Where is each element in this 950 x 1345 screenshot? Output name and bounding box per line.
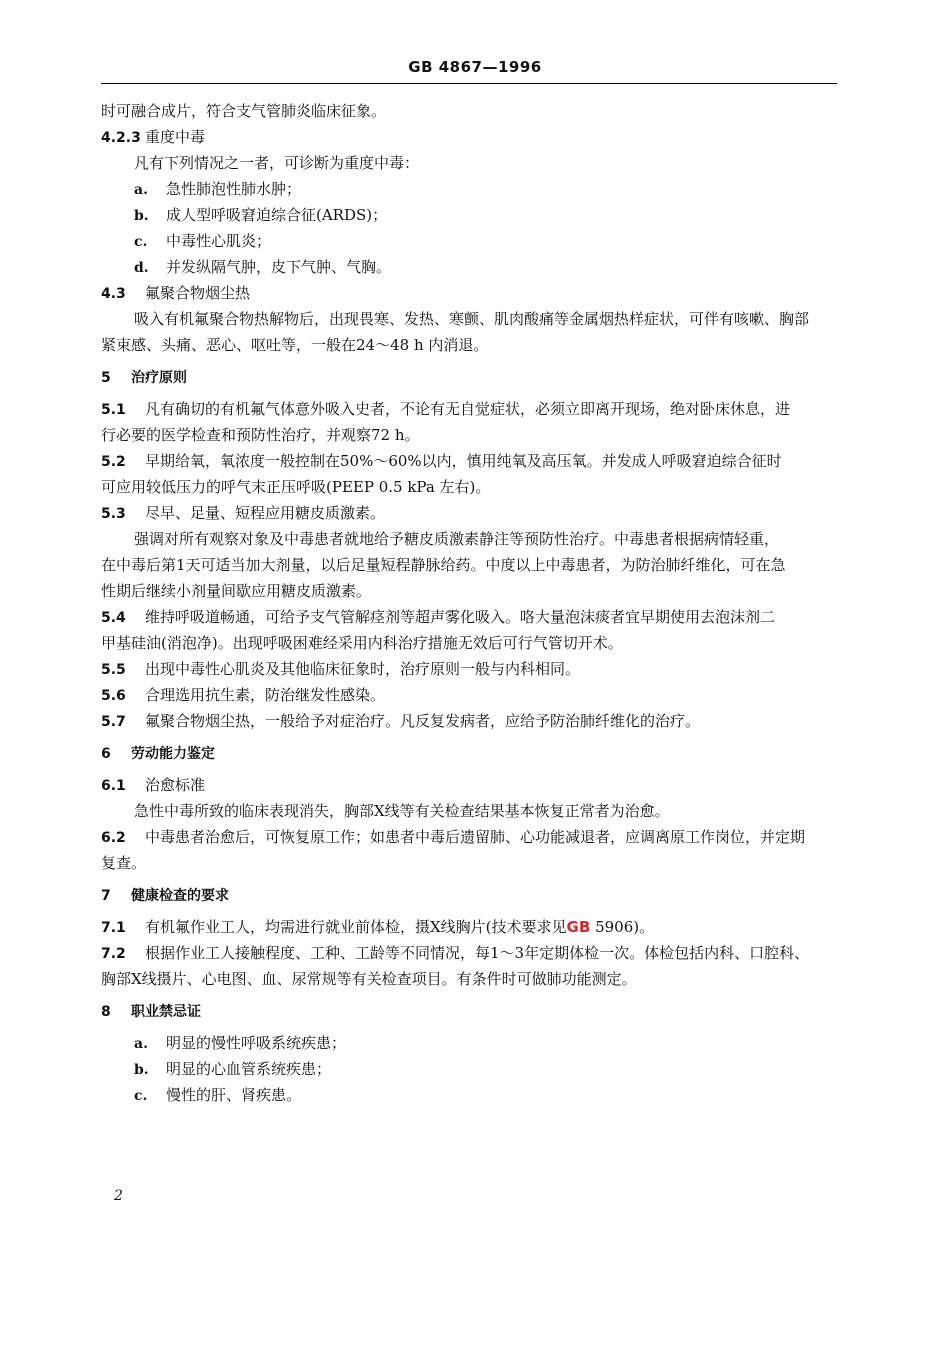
list-item bbox=[101, 254, 837, 280]
list-marker: b. bbox=[134, 1062, 149, 1078]
paragraph-line: 强调对所有观察对象及中毒患者就地给予糖皮质激素静注等预防性治疗。中毒患者根据病情轻重， bbox=[134, 530, 780, 548]
clause-text: 合理选用抗生素，防治继发性感染。 bbox=[145, 686, 386, 704]
list-item-text: 明显的心血管系统疾患； bbox=[166, 1060, 332, 1078]
section-8-heading bbox=[101, 998, 837, 1024]
clause-number: 5.1 bbox=[101, 402, 126, 418]
list-marker: d. bbox=[134, 260, 149, 276]
section-title: 重度中毒 bbox=[145, 128, 206, 146]
paragraph-line: 可应用较低压力的呼气末正压呼吸(PEEP 0.5 kPa 左右)。 bbox=[101, 478, 491, 496]
paragraph-line: 时可融合成片，符合支气管肺炎临床征象。 bbox=[101, 102, 387, 120]
clause-text: 维持呼吸道畅通，可给予支气管解痉剂等超声雾化吸入。咯大量泡沫痰者宜早期使用去泡沫剂二 bbox=[145, 608, 776, 626]
list-item bbox=[101, 176, 837, 202]
list-item bbox=[101, 202, 837, 228]
clause-5-5 bbox=[101, 656, 837, 682]
clause-number: 5.6 bbox=[101, 688, 126, 704]
clause-number: 5.3 bbox=[101, 506, 126, 522]
section-number: 5 bbox=[101, 370, 111, 386]
list-marker: c. bbox=[134, 1088, 148, 1104]
section-5-heading bbox=[101, 364, 837, 390]
section-title: 氟聚合物烟尘热 bbox=[145, 284, 251, 302]
paragraph-line: 行必要的医学检查和预防性治疗，并观察72 h。 bbox=[101, 426, 420, 444]
paragraph-line: 紧束感、头痛、恶心、呕吐等，一般在24～48 h 内消退。 bbox=[101, 336, 489, 354]
clause-text: 早期给氧，氧浓度一般控制在50%～60%以内，慎用纯氧及高压氧。并发成人呼吸窘迫综合征时 bbox=[145, 452, 782, 470]
section-title: 治疗原则 bbox=[131, 370, 187, 386]
paragraph-line: 凡有下列情况之一者，可诊断为重度中毒： bbox=[134, 154, 420, 172]
clause-5-2 bbox=[101, 448, 837, 474]
list-item bbox=[101, 1082, 837, 1108]
clause-number: 5.2 bbox=[101, 454, 126, 470]
clause-text: 治愈标准 bbox=[145, 776, 206, 794]
section-title: 职业禁忌证 bbox=[131, 1004, 201, 1020]
clause-text: 氟聚合物烟尘热，一般给予对症治疗。凡反复发病者，应给予防治肺纤维化的治疗。 bbox=[145, 712, 701, 730]
page-header: GB 4867—1996 bbox=[408, 58, 542, 76]
paragraph-line: 吸入有机氟聚合物热解物后，出现畏寒、发热、寒颤、肌肉酸痛等金属烟热样症状，可伴有咳嗽、胸部 bbox=[134, 310, 810, 328]
section-number: 7 bbox=[101, 888, 111, 904]
paragraph-line: 复查。 bbox=[101, 854, 147, 872]
clause-number: 7.2 bbox=[101, 946, 126, 962]
section-number: 4.2.3 bbox=[101, 130, 141, 146]
section-number: 6 bbox=[101, 746, 111, 762]
clause-number: 5.4 bbox=[101, 610, 126, 626]
paragraph-line: 胸部X线摄片、心电图、血、尿常规等有关检查项目。有条件时可做肺功能测定。 bbox=[101, 970, 637, 988]
paragraph-line: 在中毒后第1天可适当加大剂量，以后足量短程静脉给药。中度以上中毒患者，为防治肺纤维化，可在急 bbox=[101, 556, 786, 574]
clause-text: 根据作业工人接触程度、工种、工龄等不同情况，每1～3年定期体检一次。体检包括内科、口腔科、 bbox=[145, 944, 810, 962]
clause-text: 出现中毒性心肌炎及其他临床征象时，治疗原则一般与内科相同。 bbox=[145, 660, 581, 678]
subsection-4-3 bbox=[101, 280, 837, 306]
list-item-text: 明显的慢性呼吸系统疾患； bbox=[166, 1034, 347, 1052]
list-item-text: 中毒性心肌炎； bbox=[166, 232, 272, 250]
list-marker: a. bbox=[134, 1036, 148, 1052]
clause-text: 尽早、足量、短程应用糖皮质激素。 bbox=[145, 504, 386, 522]
list-marker: b. bbox=[134, 208, 149, 224]
gb-standard-link[interactable]: GB bbox=[566, 918, 591, 936]
list-item-text: 急性肺泡性肺水肿； bbox=[166, 180, 302, 198]
subsection-4-2-3 bbox=[101, 124, 837, 150]
section-6-heading bbox=[101, 740, 837, 766]
clause-number: 7.1 bbox=[101, 920, 126, 936]
clause-text: 凡有确切的有机氟气体意外吸入史者，不论有无自觉症状，必须立即离开现场，绝对卧床休息，进 bbox=[145, 400, 791, 418]
clause-number: 6.1 bbox=[101, 778, 126, 794]
section-7-heading bbox=[101, 882, 837, 908]
clause-text: 有机氟作业工人，均需进行就业前体检，摄X线胸片(技术要求见 bbox=[145, 918, 567, 936]
list-item bbox=[101, 228, 837, 254]
clause-5-4 bbox=[101, 604, 837, 630]
clause-6-2 bbox=[101, 824, 837, 850]
clause-number: 6.2 bbox=[101, 830, 126, 846]
paragraph-line: 性期后继续小剂量间歇应用糖皮质激素。 bbox=[101, 582, 372, 600]
list-item bbox=[101, 1030, 837, 1056]
section-title: 健康检查的要求 bbox=[131, 888, 229, 904]
header-divider bbox=[101, 83, 837, 84]
clause-number: 5.7 bbox=[101, 714, 126, 730]
clause-number: 5.5 bbox=[101, 662, 126, 678]
list-item-text: 成人型呼吸窘迫综合征(ARDS)； bbox=[166, 206, 388, 224]
clause-7-1 bbox=[101, 914, 837, 940]
list-item-text: 慢性的肝、肾疾患。 bbox=[166, 1086, 302, 1104]
paragraph-line: 急性中毒所致的临床表现消失，胸部X线等有关检查结果基本恢复正常者为治愈。 bbox=[134, 802, 670, 820]
section-title: 劳动能力鉴定 bbox=[131, 746, 215, 762]
clause-5-7 bbox=[101, 708, 837, 734]
list-marker: c. bbox=[134, 234, 148, 250]
section-number: 4.3 bbox=[101, 286, 126, 302]
document-body bbox=[101, 98, 837, 1108]
section-number: 8 bbox=[101, 1004, 111, 1020]
clause-5-6 bbox=[101, 682, 837, 708]
clause-5-1 bbox=[101, 396, 837, 422]
clause-7-2 bbox=[101, 940, 837, 966]
clause-text: 中毒患者治愈后，可恢复原工作；如患者中毒后遗留肺、心功能减退者，应调离原工作岗位，并定期 bbox=[145, 828, 806, 846]
clause-6-1 bbox=[101, 772, 837, 798]
list-item bbox=[101, 1056, 837, 1082]
paragraph-line: 甲基硅油(消泡净)。出现呼吸困难经采用内科治疗措施无效后可行气管切开术。 bbox=[101, 634, 623, 652]
clause-5-3 bbox=[101, 500, 837, 526]
list-marker: a. bbox=[134, 182, 148, 198]
clause-text-tail: 5906)。 bbox=[590, 918, 655, 936]
page-number: 2 bbox=[114, 1188, 123, 1204]
list-item-text: 并发纵隔气肿，皮下气肿、气胸。 bbox=[166, 258, 392, 276]
